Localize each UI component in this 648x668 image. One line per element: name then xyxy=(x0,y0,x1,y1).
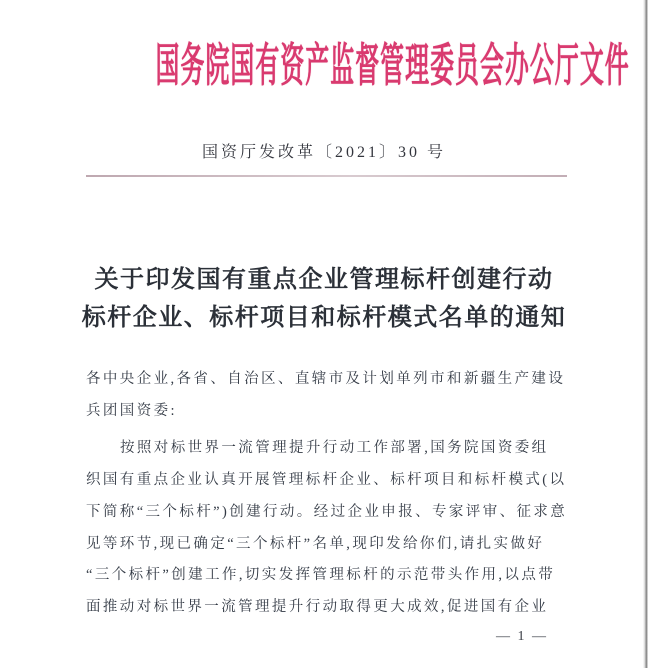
page-number: — 1 — xyxy=(496,629,548,644)
document-title-line2: 标杆企业、标杆项目和标杆模式名单的通知 xyxy=(81,305,567,331)
letterhead-org-title: 国务院国有资产监督管理委员会办公厅文件 xyxy=(155,40,630,91)
document-reference-number: 国资厅发改革〔2021〕30 号 xyxy=(201,144,446,161)
document-title-line1: 关于印发国有重点企业管理标杆创建行动 xyxy=(94,267,554,293)
document-body xyxy=(86,364,596,624)
scan-page-edge xyxy=(643,0,648,668)
body-line-salutation-1: 各中央企业,各省、自治区、直辖市及计划单列市和新疆生产建设 xyxy=(86,371,566,387)
body-line-paragraph-4: 见等环节,现已确定“三个标杆”名单,现印发给你们,请扎实做好 xyxy=(86,535,545,552)
body-line-salutation-2: 兵团国资委: xyxy=(86,402,177,419)
body-line-paragraph-2: 织国有重点企业认真开展管理标杆企业、标杆项目和标杆模式(以 xyxy=(86,472,567,489)
body-line-paragraph-6: 面推动对标世界一流管理提升行动取得更大成效,促进国有企业 xyxy=(86,598,549,615)
document-title xyxy=(0,261,648,337)
body-line-paragraph-5: “三个标杆”创建工作,切实发挥管理标杆的示范带头作用,以点带 xyxy=(86,567,556,584)
body-line-paragraph-1: 按照对标世界一流管理提升行动工作部署,国务院国资委组 xyxy=(120,440,549,457)
body-line-paragraph-3: 下简称“三个标杆”)创建行动。经过企业申报、专家评审、征求意 xyxy=(86,503,568,520)
letterhead-divider-line xyxy=(86,175,567,177)
